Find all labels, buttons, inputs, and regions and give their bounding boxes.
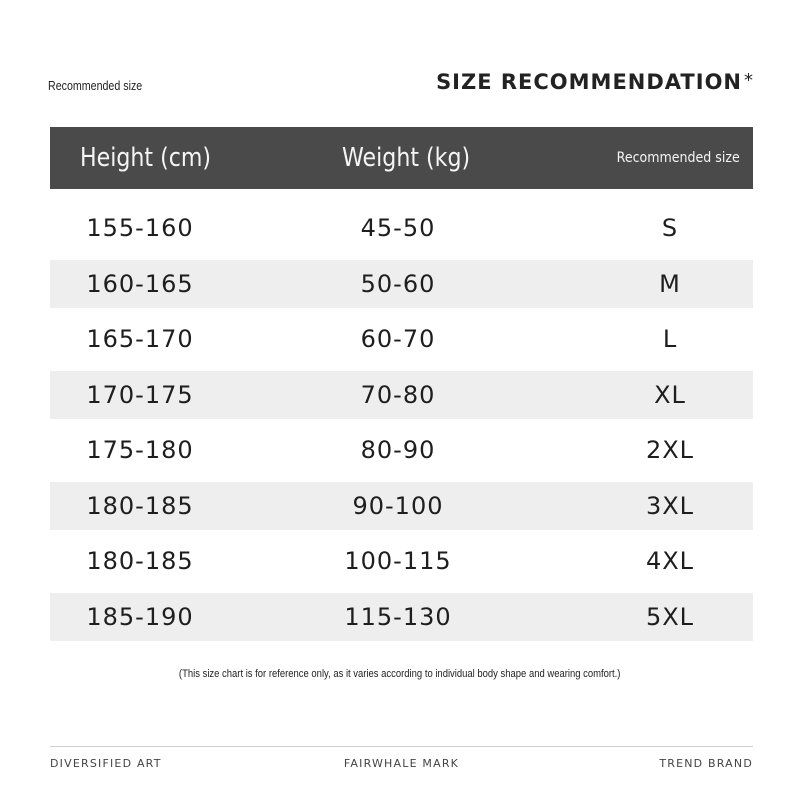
cell-size: M (659, 269, 681, 298)
table-row (50, 482, 753, 530)
cell-size: L (662, 325, 678, 353)
cell-size: 3XL (645, 491, 695, 520)
table-header (50, 127, 753, 189)
table-row (50, 315, 753, 363)
cell-weight: 60-70 (360, 325, 436, 353)
table-row (50, 593, 753, 641)
cell-height: 180-185 (86, 547, 194, 575)
size-chart-table (50, 127, 753, 648)
cell-weight: 90-100 (352, 491, 444, 520)
cell-height: 185-190 (86, 602, 194, 631)
cell-weight: 80-90 (360, 436, 436, 464)
cell-size: XL (654, 380, 686, 409)
table-row (50, 204, 753, 252)
cell-size: S (661, 214, 679, 242)
cell-size: 5XL (645, 602, 695, 631)
footer-right-text: TREND BRAND (659, 757, 753, 770)
page-title-text: SIZE RECOMMENDATION (436, 70, 742, 94)
cell-height: 155-160 (86, 214, 194, 242)
cell-weight: 45-50 (360, 214, 436, 242)
table-row (50, 426, 753, 474)
cell-size: 4XL (645, 547, 695, 575)
table-body (50, 204, 753, 641)
cell-weight: 50-60 (360, 269, 436, 298)
footer-divider (50, 746, 753, 747)
table-row (50, 371, 753, 419)
cell-height: 165-170 (86, 325, 194, 353)
cell-height: 175-180 (86, 436, 194, 464)
cell-weight: 70-80 (360, 380, 436, 409)
cell-weight: 100-115 (344, 547, 452, 575)
page-title (436, 70, 754, 94)
cell-height: 160-165 (86, 269, 194, 298)
table-row (50, 260, 753, 308)
cell-height: 180-185 (86, 491, 194, 520)
disclaimer-text: (This size chart is for reference only, as it varies according to individual body shape and wearing comfort.) (179, 668, 621, 680)
title-star-mark: * (744, 70, 754, 91)
table-row (50, 537, 753, 585)
cell-height: 170-175 (86, 380, 194, 409)
recommended-size-caption: Recommended size (48, 78, 143, 93)
cell-weight: 115-130 (344, 602, 452, 631)
column-header-size: Recommended size (616, 150, 740, 166)
footer-center-text: FAIRWHALE MARK (343, 757, 460, 770)
footer-left-text: DIVERSIFIED ART (50, 757, 162, 770)
cell-size: 2XL (645, 436, 695, 464)
column-header-weight: Weight (kg) (342, 143, 471, 173)
disclaimer-note (0, 668, 800, 680)
column-header-height: Height (cm) (80, 143, 212, 173)
